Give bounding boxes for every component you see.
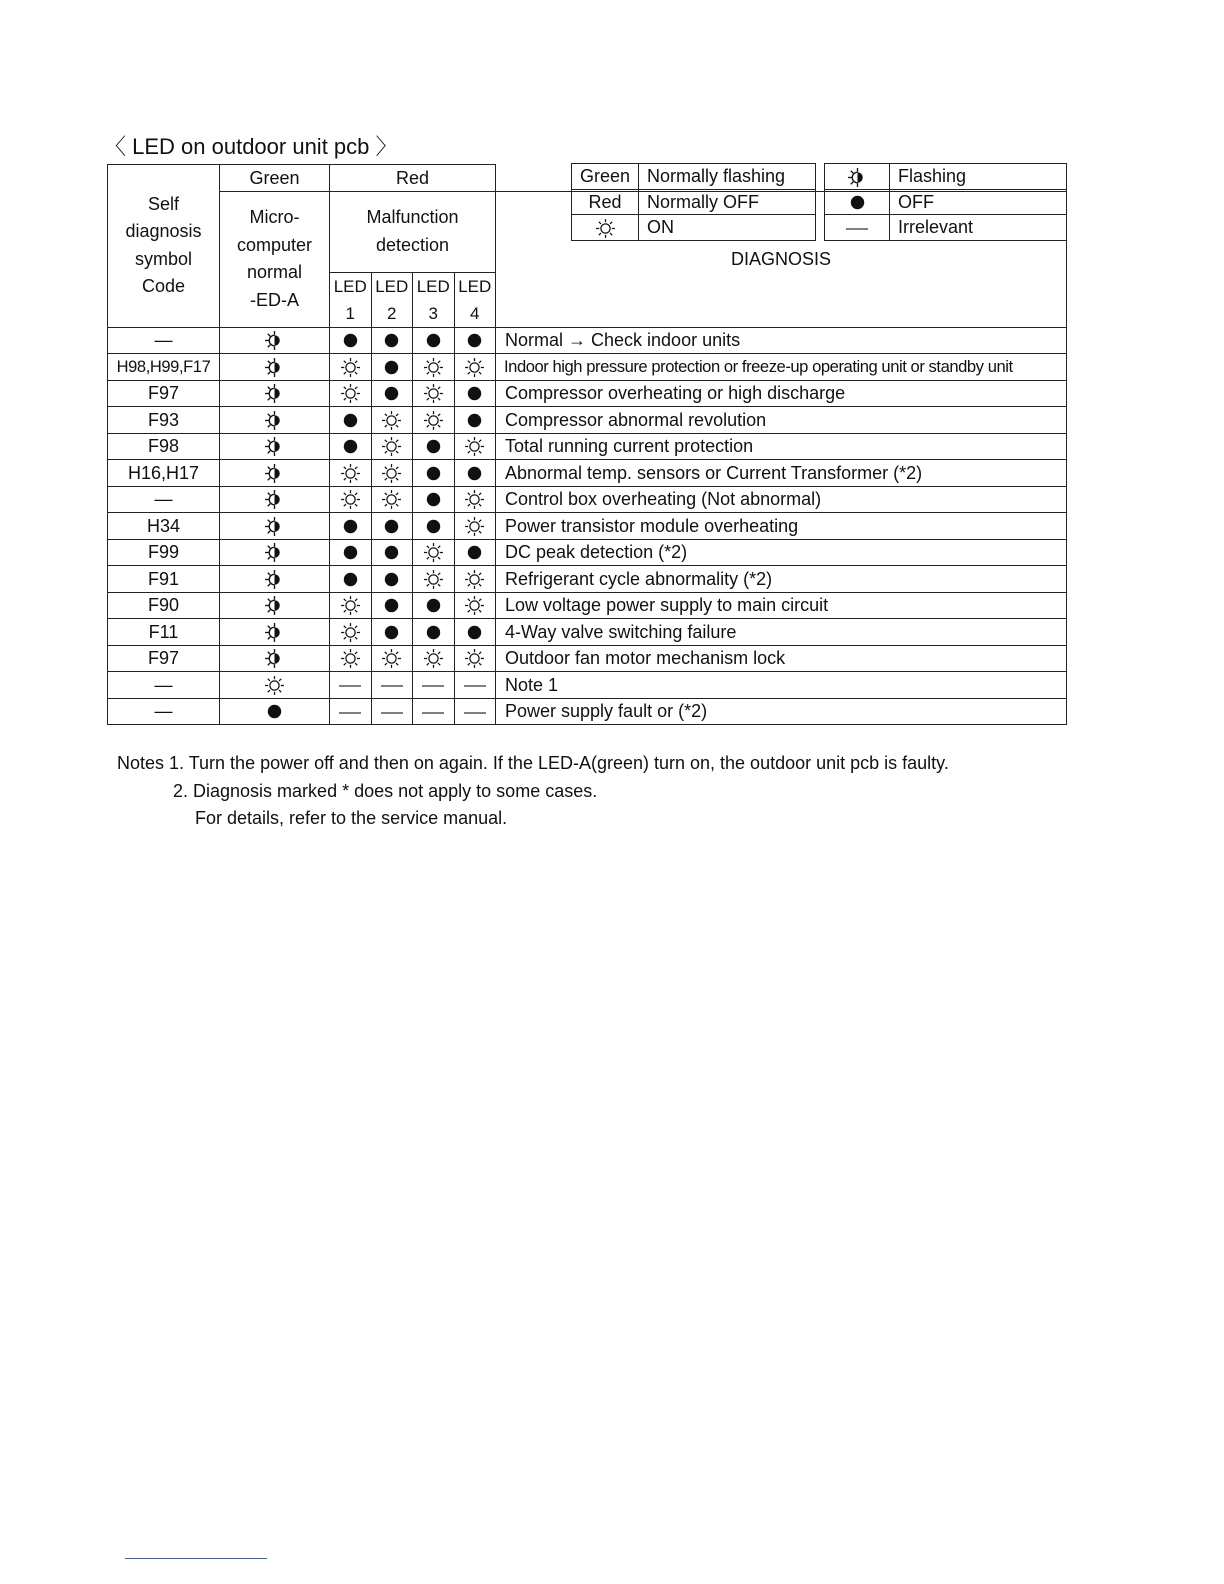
footer-rule: [125, 1558, 267, 1559]
green-led-cell: [220, 645, 330, 672]
red-led-2-cell: [371, 513, 413, 540]
red-led-3-cell: [413, 327, 455, 354]
table-row: [108, 354, 1067, 381]
table-row: [108, 513, 1067, 540]
red-led-2-cell: [371, 407, 413, 434]
diagnosis-cell: Low voltage power supply to main circuit: [496, 592, 1067, 619]
green-led-cell: [220, 460, 330, 487]
led-off-icon: [381, 383, 402, 404]
red-led-3-cell: [413, 698, 455, 725]
green-led-cell: [220, 672, 330, 699]
note-2: 2. Diagnosis marked * does not apply to some cases.: [173, 780, 598, 801]
irrelevant-dash-icon: [421, 679, 445, 693]
diagnosis-cell: Outdoor fan motor mechanism lock: [496, 645, 1067, 672]
led-off-icon: [381, 330, 402, 351]
green-led-cell: [220, 407, 330, 434]
red-led-1-cell: [330, 380, 372, 407]
table-row: [108, 619, 1067, 646]
led-off-icon: [423, 463, 444, 484]
table-row: [108, 433, 1067, 460]
led-off-icon: [381, 569, 402, 590]
green-led-cell: [220, 486, 330, 513]
red-led-3-cell: [413, 433, 455, 460]
red-led-2-cell: [371, 354, 413, 381]
irrelevant-dash-icon: [380, 706, 404, 720]
header-self-diagnosis-code: Self diagnosis symbol Code: [108, 165, 220, 328]
led-on-icon: [340, 622, 361, 643]
header-led-2: LED 2: [371, 272, 413, 327]
legend-dash-desc: Irrelevant: [890, 215, 1067, 241]
red-led-3-cell: [413, 354, 455, 381]
red-led-1-cell: [330, 672, 372, 699]
led-off-icon: [340, 410, 361, 431]
led-on-icon: [464, 569, 485, 590]
led-off-icon: [423, 489, 444, 510]
table-row: [108, 566, 1067, 593]
led-on-icon: [464, 516, 485, 537]
flashing-led-icon: [264, 648, 285, 669]
code-cell: F91: [108, 566, 220, 593]
table-row: [108, 380, 1067, 407]
flashing-led-icon: [264, 436, 285, 457]
red-led-1-cell: [330, 566, 372, 593]
led-on-icon: [340, 648, 361, 669]
green-led-cell: [220, 380, 330, 407]
flashing-led-icon: [264, 410, 285, 431]
flashing-led-icon: [264, 330, 285, 351]
header-microcomputer-normal: Micro- computer normal -ED-A: [220, 191, 330, 327]
table-row: [108, 645, 1067, 672]
red-led-2-cell: [371, 433, 413, 460]
led-off-icon: [423, 622, 444, 643]
red-led-4-cell: [454, 407, 496, 434]
led-off-icon: [340, 436, 361, 457]
red-led-1-cell: [330, 539, 372, 566]
code-cell: F97: [108, 380, 220, 407]
red-led-4-cell: [454, 460, 496, 487]
legend-flash-desc: Flashing: [890, 164, 1067, 190]
code-cell: —: [108, 327, 220, 354]
red-led-2-cell: [371, 698, 413, 725]
table-row: [108, 407, 1067, 434]
led-off-icon: [423, 516, 444, 537]
led-on-icon: [381, 436, 402, 457]
led-on-icon: [423, 648, 444, 669]
table-row: [108, 460, 1067, 487]
red-led-1-cell: [330, 698, 372, 725]
flashing-led-icon: [264, 542, 285, 563]
red-led-2-cell: [371, 486, 413, 513]
led-off-icon: [423, 436, 444, 457]
diagnosis-cell: Power supply fault or (*2): [496, 698, 1067, 725]
header-led-3: LED 3: [413, 272, 455, 327]
flashing-led-icon: [264, 463, 285, 484]
legend-red-desc: Normally OFF: [639, 189, 816, 215]
header-diagnosis: DIAGNOSIS: [496, 191, 1067, 327]
code-cell: —: [108, 486, 220, 513]
green-led-cell: [220, 566, 330, 593]
legend-green-desc: Normally flashing: [639, 164, 816, 190]
diagnosis-cell: DC peak detection (*2): [496, 539, 1067, 566]
red-led-4-cell: [454, 433, 496, 460]
led-on-icon: [423, 569, 444, 590]
led-on-icon: [381, 410, 402, 431]
legend-green-label: Green: [572, 164, 639, 190]
red-led-2-cell: [371, 460, 413, 487]
table-row: [108, 486, 1067, 513]
led-on-icon: [381, 463, 402, 484]
page-title: 〈 LED on outdoor unit pcb 〉: [104, 134, 398, 159]
green-led-cell: [220, 433, 330, 460]
red-led-3-cell: [413, 513, 455, 540]
irrelevant-dash-icon: [463, 706, 487, 720]
code-cell: H34: [108, 513, 220, 540]
note-1: Notes 1. Turn the power off and then on again. If the LED-A(green) turn on, the outdoor unit pcb is faulty.: [117, 753, 949, 773]
diagnosis-cell: 4-Way valve switching failure: [496, 619, 1067, 646]
code-cell: H16,H17: [108, 460, 220, 487]
red-led-1-cell: [330, 460, 372, 487]
red-led-1-cell: [330, 645, 372, 672]
red-led-2-cell: [371, 539, 413, 566]
flashing-led-icon: [264, 357, 285, 378]
red-led-4-cell: [454, 539, 496, 566]
led-on-icon: [340, 489, 361, 510]
diagnosis-cell: Abnormal temp. sensors or Current Transformer (*2): [496, 460, 1067, 487]
red-led-1-cell: [330, 592, 372, 619]
note-3: For details, refer to the service manual.: [195, 808, 508, 828]
led-on-icon: [423, 542, 444, 563]
code-cell: —: [108, 672, 220, 699]
irrelevant-dash-icon: [463, 679, 487, 693]
diagnosis-cell: Power transistor module overheating: [496, 513, 1067, 540]
diagnosis-cell: Compressor abnormal revolution: [496, 407, 1067, 434]
irrelevant-dash-icon: [380, 679, 404, 693]
led-off-icon: [340, 542, 361, 563]
code-cell: F93: [108, 407, 220, 434]
red-led-1-cell: [330, 513, 372, 540]
led-off-icon: [381, 542, 402, 563]
led-on-icon: [464, 436, 485, 457]
red-led-4-cell: [454, 698, 496, 725]
led-off-icon: [423, 595, 444, 616]
green-led-cell: [220, 619, 330, 646]
led-off-icon: [340, 569, 361, 590]
led-on-icon: [340, 463, 361, 484]
red-led-3-cell: [413, 380, 455, 407]
red-led-2-cell: [371, 327, 413, 354]
red-led-2-cell: [371, 619, 413, 646]
red-led-3-cell: [413, 672, 455, 699]
led-on-icon: [464, 357, 485, 378]
flashing-led-icon: [264, 569, 285, 590]
red-led-4-cell: [454, 645, 496, 672]
led-on-icon: [340, 595, 361, 616]
diagnosis-table: [107, 164, 1067, 725]
red-led-2-cell: [371, 672, 413, 699]
red-led-1-cell: [330, 486, 372, 513]
red-led-4-cell: [454, 592, 496, 619]
code-cell: F90: [108, 592, 220, 619]
red-led-3-cell: [413, 539, 455, 566]
red-led-4-cell: [454, 327, 496, 354]
red-led-3-cell: [413, 486, 455, 513]
red-led-4-cell: [454, 513, 496, 540]
red-led-4-cell: [454, 672, 496, 699]
green-led-cell: [220, 354, 330, 381]
led-off-icon: [464, 463, 485, 484]
code-cell: H98,H99,F17: [108, 354, 220, 381]
red-led-1-cell: [330, 354, 372, 381]
green-led-cell: [220, 698, 330, 725]
red-led-4-cell: [454, 566, 496, 593]
code-cell: F97: [108, 645, 220, 672]
flashing-led-icon: [264, 383, 285, 404]
flashing-led-icon: [264, 595, 285, 616]
red-led-1-cell: [330, 407, 372, 434]
led-off-icon: [381, 622, 402, 643]
red-led-2-cell: [371, 592, 413, 619]
code-cell: F99: [108, 539, 220, 566]
header-red: Red: [330, 165, 496, 192]
led-on-icon: [464, 489, 485, 510]
led-on-icon: [464, 648, 485, 669]
led-off-icon: [381, 516, 402, 537]
table-row: [108, 672, 1067, 699]
diagnosis-cell: Compressor overheating or high discharge: [496, 380, 1067, 407]
red-led-3-cell: [413, 619, 455, 646]
flashing-led-icon: [264, 489, 285, 510]
red-led-4-cell: [454, 380, 496, 407]
green-led-cell: [220, 327, 330, 354]
red-led-4-cell: [454, 619, 496, 646]
led-on-icon: [423, 410, 444, 431]
green-led-cell: [220, 539, 330, 566]
diagnosis-cell: Refrigerant cycle abnormality (*2): [496, 566, 1067, 593]
irrelevant-dash-icon: [421, 706, 445, 720]
green-led-cell: [220, 513, 330, 540]
diagnosis-cell: Total running current protection: [496, 433, 1067, 460]
table-row: [108, 327, 1067, 354]
led-off-icon: [381, 595, 402, 616]
led-off-icon: [381, 357, 402, 378]
red-led-2-cell: [371, 645, 413, 672]
diagnosis-cell: Indoor high pressure protection or freeze-up operating unit or standby unit: [496, 354, 1067, 381]
red-led-4-cell: [454, 486, 496, 513]
red-led-3-cell: [413, 592, 455, 619]
led-off-icon: [464, 542, 485, 563]
led-on-icon: [381, 489, 402, 510]
led-on-icon: [464, 595, 485, 616]
notes: [117, 750, 949, 833]
red-led-4-cell: [454, 354, 496, 381]
table-row: [108, 592, 1067, 619]
led-off-icon: [423, 330, 444, 351]
red-led-3-cell: [413, 645, 455, 672]
irrelevant-dash-icon: [338, 679, 362, 693]
legend-red-label: Red: [572, 189, 639, 215]
led-on-icon: [340, 383, 361, 404]
legend-on-desc: ON: [639, 215, 816, 241]
led-off-icon: [340, 516, 361, 537]
led-off-icon: [340, 330, 361, 351]
led-on-icon: [423, 357, 444, 378]
led-on-icon: [264, 675, 285, 696]
red-led-1-cell: [330, 619, 372, 646]
led-off-icon: [464, 622, 485, 643]
code-cell: F11: [108, 619, 220, 646]
irrelevant-dash-icon: [338, 706, 362, 720]
red-led-3-cell: [413, 407, 455, 434]
diagnosis-cell: Normal → Check indoor units: [496, 327, 1067, 354]
flashing-led-icon: [264, 622, 285, 643]
header-malfunction-detection: Malfunction detection: [330, 191, 496, 272]
header-led-4: LED 4: [454, 272, 496, 327]
red-led-1-cell: [330, 433, 372, 460]
header-green: Green: [220, 165, 330, 192]
diagnosis-cell: Note 1: [496, 672, 1067, 699]
led-off-icon: [264, 701, 285, 722]
red-led-2-cell: [371, 380, 413, 407]
led-off-icon: [464, 410, 485, 431]
table-row: [108, 539, 1067, 566]
header-led-1: LED 1: [330, 272, 372, 327]
led-on-icon: [423, 383, 444, 404]
red-led-3-cell: [413, 566, 455, 593]
diagnosis-cell: Control box overheating (Not abnormal): [496, 486, 1067, 513]
table-row: [108, 698, 1067, 725]
led-off-icon: [464, 383, 485, 404]
led-off-icon: [464, 330, 485, 351]
code-cell: —: [108, 698, 220, 725]
red-led-1-cell: [330, 327, 372, 354]
led-on-icon: [381, 648, 402, 669]
red-led-3-cell: [413, 460, 455, 487]
led-on-icon: [340, 357, 361, 378]
code-cell: F98: [108, 433, 220, 460]
flashing-led-icon: [264, 516, 285, 537]
green-led-cell: [220, 592, 330, 619]
red-led-2-cell: [371, 566, 413, 593]
legend-off-desc: OFF: [890, 189, 1067, 215]
